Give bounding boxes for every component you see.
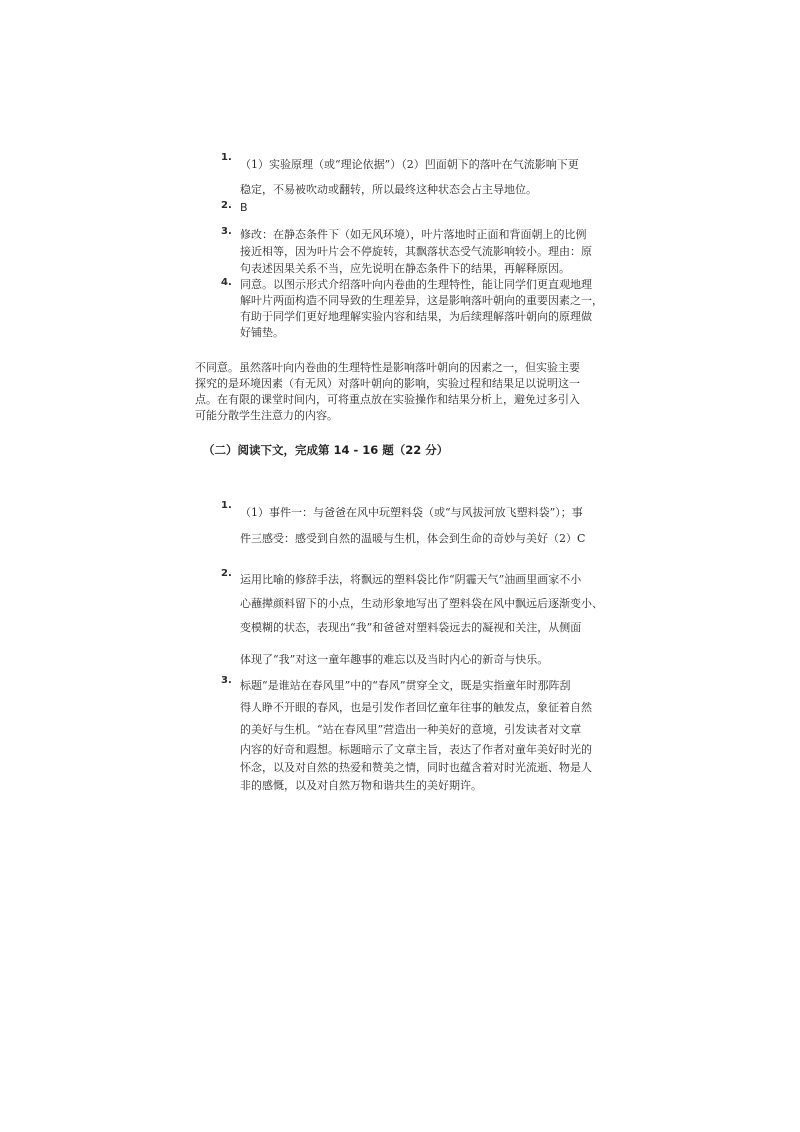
text-line: 修改：在静态条件下（如无风环境），叶片落地时正面和背面朝上的比例 bbox=[240, 228, 587, 241]
text-line: 内容的好奇和遐想。标题暗示了文章主旨，表达了作者对童年美好时光的 bbox=[240, 743, 592, 756]
item-text bbox=[240, 152, 613, 202]
text-line: 运用比喻的修辞手法，将飘远的塑料袋比作“阴霾天气”油画里画家不小 bbox=[240, 573, 582, 586]
item-number: 1. bbox=[221, 152, 232, 163]
item-text bbox=[240, 500, 613, 552]
text-line: 解叶片两面构造不同导致的生理差异，这是影响落叶朝向的重要因素之一， bbox=[240, 294, 603, 307]
item-number: 2. bbox=[221, 568, 232, 579]
item-text bbox=[240, 277, 613, 341]
text-line: 稳定，不易被吹动或翻转，所以最终这种状态会占主导地位。 bbox=[240, 183, 537, 196]
text-line: 不同意。虽然落叶向内卷曲的生理特性是影响落叶朝向的因素之一，但实验主要 bbox=[195, 361, 580, 374]
item-number: 4. bbox=[221, 277, 232, 288]
text-line: （1）实验原理（或“理论依据”）（2）凹面朝下的落叶在气流影响下更 bbox=[240, 158, 579, 171]
text-line: B bbox=[240, 201, 248, 214]
section-heading: （二）阅读下文，完成第 14 - 16 题（22 分） bbox=[203, 443, 449, 457]
item-text bbox=[240, 226, 613, 277]
text-line: 得人睁不开眼的春风，也是引发作者回忆童年往事的触发点，象征着自然 bbox=[240, 701, 592, 714]
item-number: 3. bbox=[221, 675, 232, 686]
text-line: 同意。以图示形式介绍落叶向内卷曲的生理特性，能让同学们更直观地理 bbox=[240, 278, 592, 291]
text-line: 句表述因果关系不当，应先说明在静态条件下的结果，再解释原因。 bbox=[240, 262, 570, 275]
text-line: 接近相等，因为叶片会不停旋转，其飘落状态受气流影响较小。理由：原 bbox=[240, 245, 592, 258]
item-number: 2. bbox=[221, 200, 232, 211]
text-line: 变模糊的状态，表现出“我”和爸爸对塑料袋远去的凝视和关注，从侧面 bbox=[240, 621, 582, 634]
text-line: （1）事件一：与爸爸在风中玩塑料袋（或“与风拔河放飞塑料袋”）；事 bbox=[240, 506, 583, 519]
item-text bbox=[240, 568, 613, 672]
item-number: 1. bbox=[221, 500, 232, 511]
text-line: 可能分散学生注意力的内容。 bbox=[195, 409, 338, 422]
text-line: 件三感受：感受到自然的温暖与生机，体会到生命的奇妙与美好（2）C bbox=[240, 532, 586, 545]
item-text bbox=[240, 200, 613, 216]
text-line: 心蘸撵颜料留下的小点，生动形象地写出了塑料袋在风中飘远后逐渐变小、 bbox=[240, 597, 603, 610]
text-line: 怀念，以及对自然的热爱和赞美之情，同时也蕴含着对时光流逝、物是人 bbox=[240, 761, 592, 774]
text-line: 的美好与生机。“站在春风里”营造出一种美好的意境，引发读者对文章 bbox=[240, 723, 582, 736]
text-line: 标题“是谁站在春风里”中的“春风”贯穿全文，既是实指童年时那阵刮 bbox=[240, 679, 571, 692]
answer-paragraph bbox=[195, 360, 615, 424]
item-text bbox=[240, 675, 613, 795]
text-line: 点。在有限的课堂时间内，可将重点放在实验操作和结果分析上，避免过多引入 bbox=[195, 393, 580, 406]
text-line: 有助于同学们更好地理解实验内容和结果，为后续理解落叶朝向的原理做 bbox=[240, 310, 592, 323]
text-line: 体现了“我”对这一童年趣事的难忘以及当时内心的新奇与快乐。 bbox=[240, 653, 549, 666]
text-line: 探究的是环境因素（有无风）对落叶朝向的影响，实验过程和结果足以说明这一 bbox=[195, 377, 580, 390]
text-line: 非的感慨，以及对自然万物和谐共生的美好期许。 bbox=[240, 779, 482, 792]
item-number: 3. bbox=[221, 226, 232, 237]
text-line: 好铺垫。 bbox=[240, 326, 284, 339]
